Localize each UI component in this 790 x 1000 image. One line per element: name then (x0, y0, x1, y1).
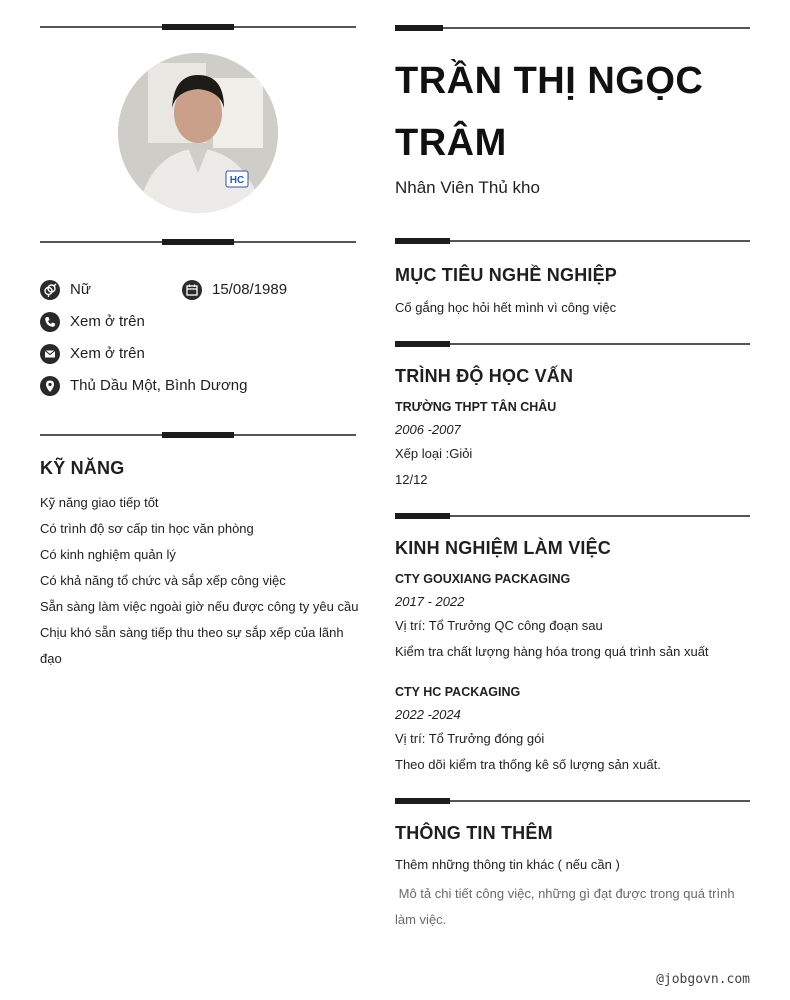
skill-item: Kỹ năng giao tiếp tốt (40, 495, 159, 510)
job-period: 2022 -2024 (395, 707, 461, 722)
profile-photo (118, 53, 278, 213)
gender-value: Nữ (70, 281, 91, 298)
left-divider-skills (40, 434, 356, 436)
job-description: Theo dõi kiểm tra thống kê số lượng sản xuất. (395, 757, 661, 772)
divider-education (395, 343, 750, 345)
skill-item: Chịu khó sẵn sàng tiếp thu theo sự sắp xếp của lãnh đạo (40, 625, 344, 666)
education-rank: Xếp loại :Giỏi (395, 446, 473, 461)
left-divider-top (40, 26, 356, 28)
education-period: 2006 -2007 (395, 422, 461, 437)
job-company: CTY HC PACKAGING (395, 685, 521, 699)
email-icon (40, 344, 60, 364)
calendar-icon (182, 280, 202, 300)
job-title: Nhân Viên Thủ kho (395, 178, 540, 197)
skill-item: Có kinh nghiệm quản lý (40, 547, 176, 562)
divider-objective (395, 240, 750, 242)
job-position: Vị trí: Tổ Trưởng đóng gói (395, 731, 545, 746)
skill-item: Có trình độ sơ cấp tin học văn phòng (40, 521, 254, 536)
divider-additional (395, 800, 750, 802)
skill-item: Có khả năng tổ chức và sắp xếp công việc (40, 573, 286, 588)
phone-value: Xem ở trên (70, 313, 145, 330)
watermark: @jobgovn.com (656, 972, 750, 987)
job-description: Kiểm tra chất lượng hàng hóa trong quá trình sản xuất (395, 644, 709, 659)
objective-title: MỤC TIÊU NGHỀ NGHIỆP (395, 265, 618, 285)
additional-line-1: Thêm những thông tin khác ( nếu cần ) (395, 857, 620, 872)
job-position: Vị trí: Tổ Trưởng QC công đoạn sau (395, 618, 603, 633)
email-value: Xem ở trên (70, 345, 145, 362)
education-title: TRÌNH ĐỘ HỌC VẤN (395, 366, 574, 386)
education-school: TRƯỜNG THPT TÂN CHÂU (395, 400, 557, 414)
education-grade: 12/12 (395, 472, 428, 487)
skills-title: KỸ NĂNG (40, 458, 125, 478)
experience-title: KINH NGHIỆM LÀM VIỆC (395, 538, 612, 558)
skill-item: Sẵn sàng làm việc ngoài giờ nếu được công ty yêu cầu (40, 599, 359, 614)
skills-list (40, 490, 360, 672)
job-company: CTY GOUXIANG PACKAGING (395, 572, 571, 586)
job-period: 2017 - 2022 (395, 594, 465, 609)
candidate-name: TRẦN THỊ NGỌC TRÂM (395, 60, 704, 164)
location-icon (40, 376, 60, 396)
objective-text: Cố gắng học hỏi hết mình vì công việc (395, 300, 617, 315)
birthday-value: 15/08/1989 (212, 281, 288, 298)
right-divider-top (395, 27, 750, 29)
divider-experience (395, 515, 750, 517)
additional-title: THÔNG TIN THÊM (395, 823, 553, 843)
svg-text:HC: HC (229, 175, 245, 186)
additional-line-2: Mô tả chi tiết công việc, những gì đạt được trong quá trình làm việc. (395, 886, 739, 927)
phone-icon (40, 312, 60, 332)
gender-icon (40, 280, 60, 300)
left-divider-photo (40, 241, 356, 243)
address-value: Thủ Dầu Một, Bình Dương (70, 377, 248, 394)
